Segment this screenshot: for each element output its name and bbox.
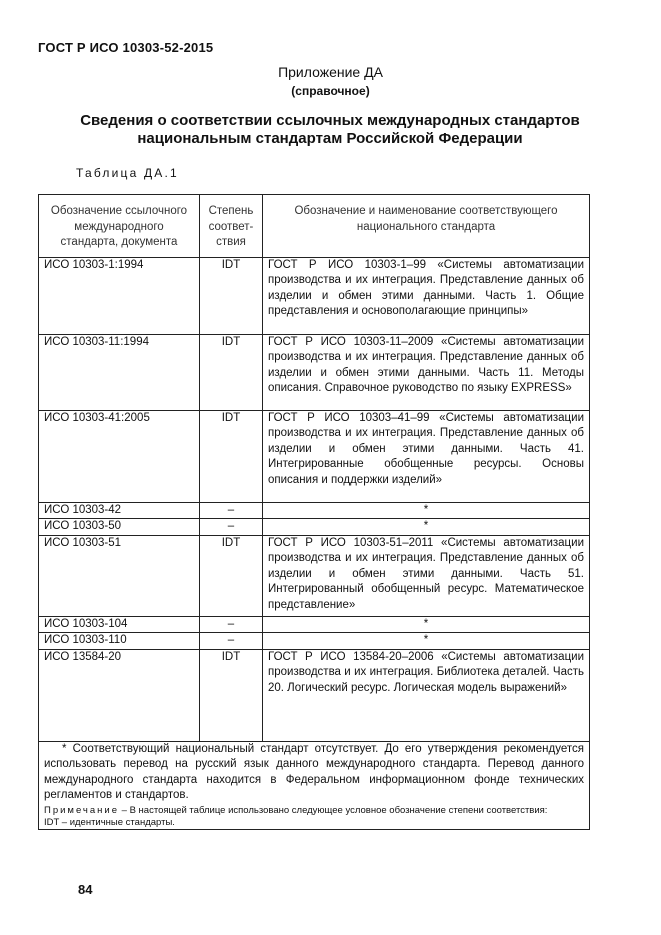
cell-intl-code: ИСО 10303-51	[39, 535, 200, 616]
document-code: ГОСТ Р ИСО 10303-52-2015	[38, 40, 214, 55]
header-intl-standard: Обозначение ссылочного международного стандарта, документа	[39, 195, 200, 258]
table-row	[39, 535, 590, 616]
table-footnote-row	[39, 741, 590, 829]
correspondence-table	[38, 194, 590, 830]
cell-national-standard: ГОСТ Р ИСО 10303-51–2011 «Системы автоматизации производства и их интеграция. Представление данных об изделии и обмен этими данными. Часть 51. Интегрированный обобщенный ресурс. Математическое представление»	[263, 535, 590, 616]
cell-degree: IDT	[200, 535, 263, 616]
cell-national-standard: ГОСТ Р ИСО 10303–41–99 «Системы автоматизации производства и их интеграция. Представление данных об изделии и обмен этими данными. Часть 41. Интегрированные обобщенные ресурсы. Основы описания и поддержки изделий»	[263, 410, 590, 502]
table-row	[39, 519, 590, 536]
table-footnote-cell	[39, 741, 590, 829]
cell-national-standard: ГОСТ Р ИСО 13584-20–2006 «Системы автоматизации производства и их интеграция. Библиотека деталей. Часть 20. Логический ресурс. Логическая модель выражений»	[263, 649, 590, 741]
cell-national-standard: ГОСТ Р ИСО 10303-11–2009 «Системы автоматизации производства и их интеграция. Представление данных об изделии и обмен этими данными. Часть 11. Методы описания. Справочное руководство по языку EXPRESS»	[263, 334, 590, 410]
cell-degree: –	[200, 519, 263, 536]
table-row	[39, 649, 590, 741]
cell-intl-code: ИСО 10303-50	[39, 519, 200, 536]
table-row	[39, 410, 590, 502]
header-degree: Степень соответ-ствия	[200, 195, 263, 258]
cell-national-standard: *	[263, 519, 590, 536]
page-number: 84	[78, 882, 93, 897]
table-header-row	[39, 195, 590, 258]
cell-degree: IDT	[200, 334, 263, 410]
note-text: – В настоящей таблице использовано следующее условное обозначение степени соответствия:	[121, 804, 548, 816]
cell-national-standard: ГОСТ Р ИСО 10303-1–99 «Системы автоматизации производства и их интеграция. Представление данных об изделии и обмен этими данными. Часть 1. Общие представления и основополагающие принципы»	[263, 257, 590, 334]
cell-intl-code: ИСО 13584-20	[39, 649, 200, 741]
appendix-heading: Сведения о соответствии ссылочных международных стандартов национальным стандартам Российской Федерации	[80, 112, 580, 147]
table-row	[39, 616, 590, 633]
cell-intl-code: ИСО 10303-110	[39, 633, 200, 650]
note-idt-definition: IDT – идентичные стандарты.	[44, 816, 175, 828]
cell-degree: –	[200, 633, 263, 650]
cell-intl-code: ИСО 10303-42	[39, 502, 200, 519]
header-national-standard: Обозначение и наименование соответствующего национального стандарта	[263, 195, 590, 258]
cell-degree: –	[200, 502, 263, 519]
note-label: Примечание	[44, 804, 119, 816]
table-row	[39, 257, 590, 334]
table-row	[39, 633, 590, 650]
cell-degree: –	[200, 616, 263, 633]
appendix-subtitle: (справочное)	[291, 84, 370, 98]
cell-intl-code: ИСО 10303-1:1994	[39, 257, 200, 334]
cell-intl-code: ИСО 10303-11:1994	[39, 334, 200, 410]
cell-degree: IDT	[200, 257, 263, 334]
table-row	[39, 334, 590, 410]
appendix-title: Приложение ДА	[278, 64, 383, 80]
cell-national-standard: *	[263, 616, 590, 633]
cell-national-standard: *	[263, 502, 590, 519]
cell-national-standard: *	[263, 633, 590, 650]
cell-intl-code: ИСО 10303-41:2005	[39, 410, 200, 502]
table-caption: Таблица ДА.1	[76, 166, 179, 180]
cell-degree: IDT	[200, 410, 263, 502]
note	[44, 805, 584, 817]
cell-intl-code: ИСО 10303-104	[39, 616, 200, 633]
table-row	[39, 502, 590, 519]
footnote-text: * Соответствующий национальный стандарт отсутствует. До его утверждения рекомендуется использовать перевод на русский язык данного международного стандарта. Перевод данного международного стандарта находится в Федеральном информационном фонде технических регламентов и стандартов.	[44, 742, 584, 801]
cell-degree: IDT	[200, 649, 263, 741]
